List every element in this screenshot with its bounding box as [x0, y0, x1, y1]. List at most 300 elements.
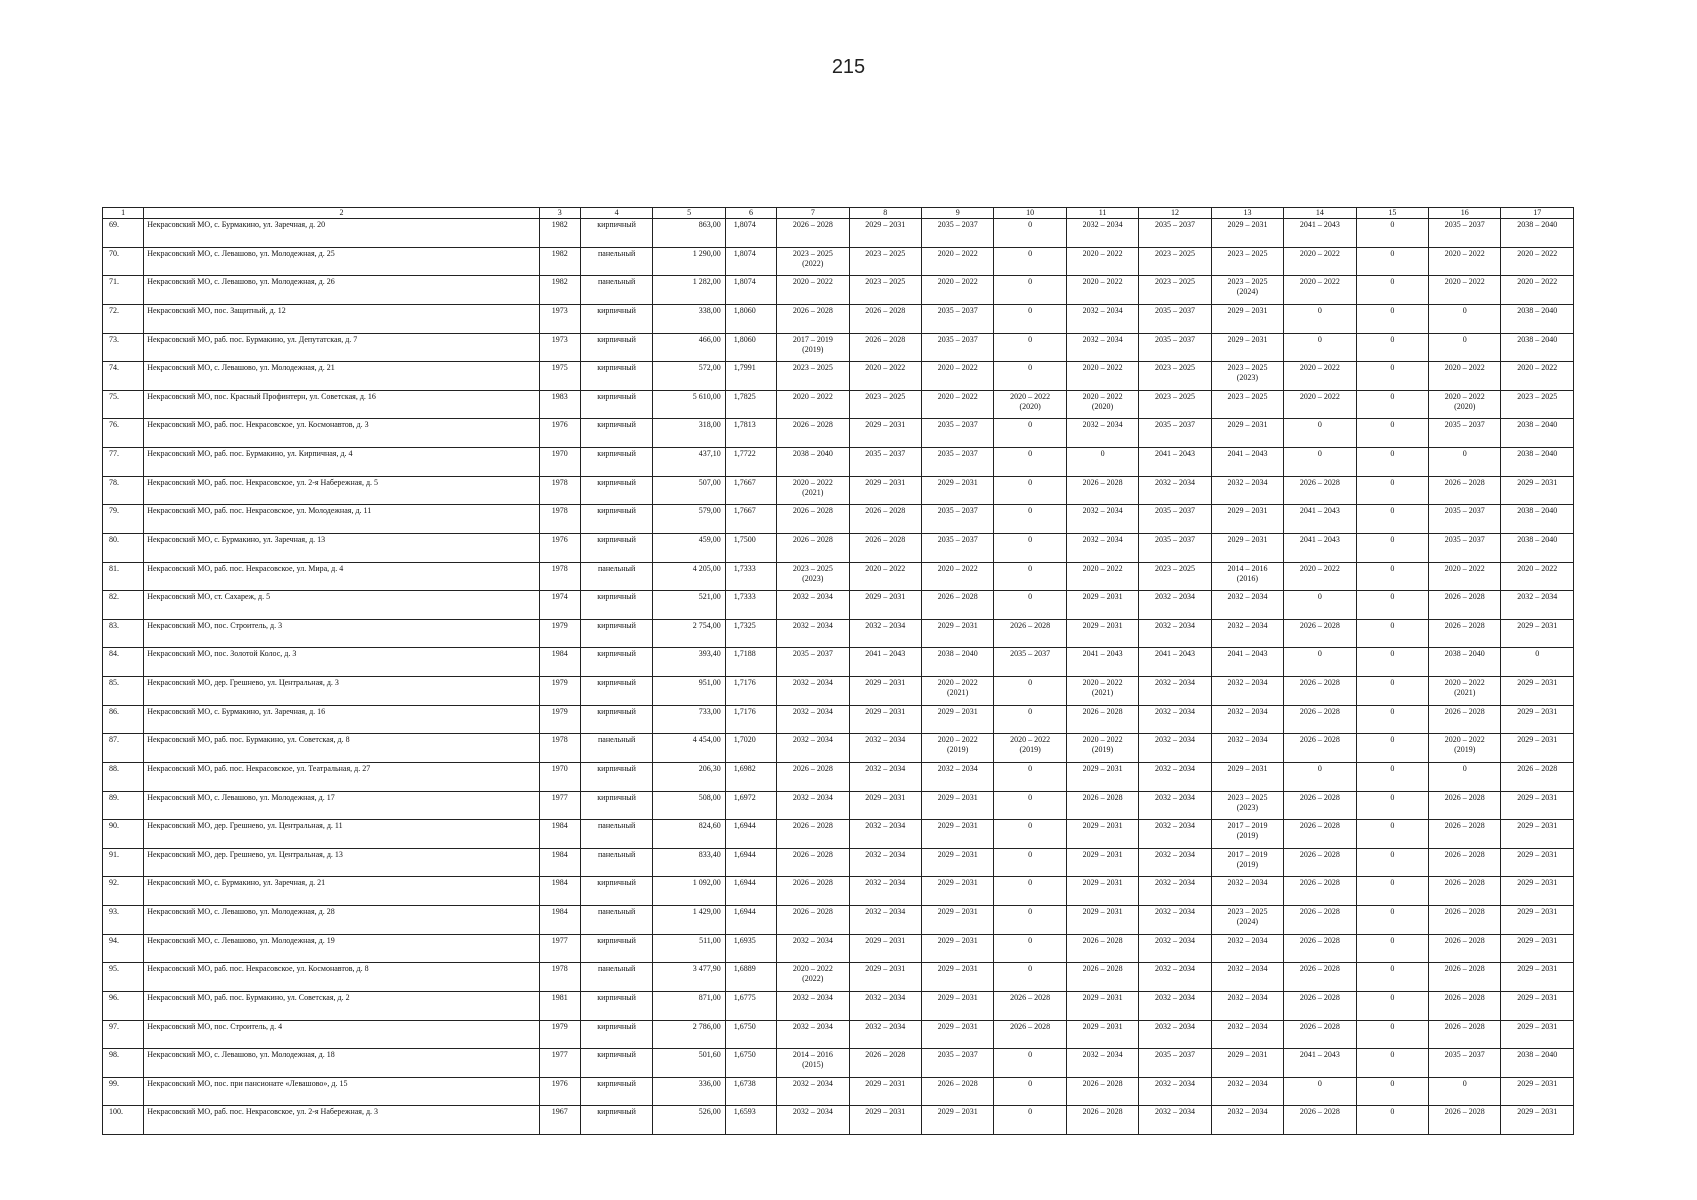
cell-line: (2023) [1236, 802, 1259, 812]
table-cell: 2029 – 2031 [1501, 963, 1574, 992]
table-cell: кирпичный [580, 362, 652, 391]
cell-line: (2019) [1236, 831, 1259, 841]
table-cell: 2032 – 2034 [1139, 991, 1211, 1020]
table-cell: 2032 – 2034 [1211, 619, 1283, 648]
table-cell: 1970 [539, 762, 580, 791]
table-cell: 833,40 [653, 848, 725, 877]
table-cell: 2032 – 2034 [1139, 591, 1211, 620]
table-cell: 0 [1356, 1077, 1428, 1106]
table-cell: 2023 – 2025 [1211, 247, 1283, 276]
table-cell: Некрасовский МО, пос. при пансионате «Левашово», д. 15 [144, 1077, 539, 1106]
table-cell: 2035 – 2037 [921, 333, 993, 362]
table-cell: 0 [1356, 591, 1428, 620]
cell-line: (2019) [1454, 745, 1476, 755]
table-row [103, 848, 1574, 877]
table-cell: 0 [1356, 791, 1428, 820]
table-cell: 0 [994, 276, 1066, 305]
cell-line: (2021) [1091, 688, 1114, 697]
table-cell: 2029 – 2031 [1501, 934, 1574, 963]
table-cell: 2032 – 2034 [1139, 1106, 1211, 1135]
table-cell: 73. [103, 333, 144, 362]
table-cell: 0 [1356, 820, 1428, 849]
table-cell: 2035 – 2037 [921, 448, 993, 477]
table-cell: 2032 – 2034 [1211, 476, 1283, 505]
table-cell: 2026 – 2028 [1066, 934, 1138, 963]
table-cell: 1970 [539, 448, 580, 477]
table-cell: 2032 – 2034 [849, 877, 921, 906]
table-cell: кирпичный [580, 934, 652, 963]
table-cell: 2032 – 2034 [849, 991, 921, 1020]
table-cell: 2026 – 2028 [1429, 991, 1501, 1020]
table-cell: 2032 – 2034 [1139, 1077, 1211, 1106]
table-cell: 2032 – 2034 [1211, 877, 1283, 906]
table-cell: 2023 – 2025 [1501, 390, 1574, 419]
table-cell: 2026 – 2028 [1429, 591, 1501, 620]
table-cell: Некрасовский МО, ст. Сахареж, д. 5 [144, 591, 539, 620]
table-cell: 2032 – 2034 [777, 1020, 849, 1049]
cell-line: 2017 – 2019 [792, 334, 833, 344]
table-cell: 2023 – 2025 [1211, 390, 1283, 419]
table-cell: 2035 – 2037 [777, 648, 849, 677]
table-cell: 2029 – 2031 [849, 1077, 921, 1106]
table-cell [777, 562, 849, 591]
table-row [103, 991, 1574, 1020]
table-cell: 2026 – 2028 [1284, 734, 1356, 763]
cell-line: (2019) [1236, 859, 1259, 869]
table-cell: кирпичный [580, 591, 652, 620]
table-cell: 2020 – 2022 [1501, 362, 1574, 391]
table-cell: Некрасовский МО, с. Бурмакино, ул. Заречная, д. 13 [144, 533, 539, 562]
table-cell: 2029 – 2031 [921, 619, 993, 648]
table-cell: 0 [1356, 963, 1428, 992]
table-cell: 2032 – 2034 [1211, 1077, 1283, 1106]
table-cell: 0 [1356, 219, 1428, 248]
table-cell [994, 734, 1066, 763]
table-cell: 88. [103, 762, 144, 791]
table-cell: 2026 – 2028 [1429, 934, 1501, 963]
table-cell: 2032 – 2034 [1139, 762, 1211, 791]
table-cell: 1 290,00 [653, 247, 725, 276]
table-cell: 0 [994, 333, 1066, 362]
table-cell: 0 [1429, 1077, 1501, 1106]
table-cell: Некрасовский МО, дер. Грешнево, ул. Центральная, д. 3 [144, 677, 539, 706]
table-cell: 2020 – 2022 [1429, 247, 1501, 276]
table-cell: 2020 – 2022 [1429, 276, 1501, 305]
table-cell: 83. [103, 619, 144, 648]
cell-line: 2020 – 2022 [1444, 391, 1485, 401]
table-cell: 86. [103, 705, 144, 734]
table-cell: 0 [1356, 1106, 1428, 1135]
cell-line: 2020 – 2022 [937, 678, 978, 687]
table-cell: 2029 – 2031 [921, 476, 993, 505]
cell-line: 2020 – 2022 [1010, 735, 1051, 745]
table-cell: 0 [1356, 705, 1428, 734]
table-cell: 1,8060 [725, 333, 776, 362]
cell-line: 2023 – 2025 [1227, 363, 1268, 373]
table-cell: 76. [103, 419, 144, 448]
table-cell: 2029 – 2031 [849, 791, 921, 820]
table-cell: 77. [103, 448, 144, 477]
table-cell: 100. [103, 1106, 144, 1135]
table-cell: 2023 – 2025 [849, 247, 921, 276]
table-cell: 2026 – 2028 [777, 762, 849, 791]
table-cell: 80. [103, 533, 144, 562]
table-cell: Некрасовский МО, с. Левашово, ул. Молодежная, д. 25 [144, 247, 539, 276]
table-cell: 1,6944 [725, 848, 776, 877]
table-cell: 2035 – 2037 [994, 648, 1066, 677]
table-cell: 0 [1356, 1049, 1428, 1078]
table-cell: 2023 – 2025 [849, 390, 921, 419]
table-cell: 2029 – 2031 [921, 906, 993, 935]
table-cell: 87. [103, 734, 144, 763]
table-cell: 1984 [539, 877, 580, 906]
table-cell: 0 [1356, 734, 1428, 763]
table-cell: 1,6944 [725, 877, 776, 906]
table-cell: 2029 – 2031 [1066, 877, 1138, 906]
table-cell [921, 677, 993, 706]
table-cell: 2026 – 2028 [1066, 476, 1138, 505]
table-cell: 1,6935 [725, 934, 776, 963]
table-cell: 2026 – 2028 [1284, 906, 1356, 935]
table-cell: 0 [1356, 619, 1428, 648]
table-cell: 2038 – 2040 [1429, 648, 1501, 677]
table-cell: 2026 – 2028 [994, 991, 1066, 1020]
table-cell: 2029 – 2031 [921, 848, 993, 877]
table-cell: кирпичный [580, 1106, 652, 1135]
table-cell: 2029 – 2031 [1211, 505, 1283, 534]
table-cell: 0 [994, 877, 1066, 906]
table-cell: панельный [580, 562, 652, 591]
table-cell: 0 [994, 705, 1066, 734]
table-cell: 0 [1429, 333, 1501, 362]
cell-line: (2016) [1236, 573, 1259, 583]
table-cell: 1,7500 [725, 533, 776, 562]
table-cell: кирпичный [580, 533, 652, 562]
table-cell: 2029 – 2031 [849, 591, 921, 620]
cell-line: (2021) [947, 688, 969, 697]
table-cell [1066, 390, 1138, 419]
housing-table-container [102, 207, 1574, 1135]
table-cell: 0 [994, 820, 1066, 849]
table-cell: 2020 – 2022 [1284, 362, 1356, 391]
table-cell: 2029 – 2031 [1501, 1077, 1574, 1106]
table-cell [1211, 906, 1283, 935]
table-cell: Некрасовский МО, раб. пос. Некрасовское, ул. Космонавтов, д. 8 [144, 963, 539, 992]
table-cell: панельный [580, 276, 652, 305]
table-cell: 1979 [539, 677, 580, 706]
table-row [103, 677, 1574, 706]
table-cell: 2032 – 2034 [1139, 476, 1211, 505]
table-cell: 2029 – 2031 [1501, 1020, 1574, 1049]
column-number-10: 10 [994, 208, 1066, 219]
table-cell: 2020 – 2022 [921, 562, 993, 591]
table-cell: 2029 – 2031 [1066, 762, 1138, 791]
table-cell: 0 [1356, 362, 1428, 391]
table-cell: 2032 – 2034 [1139, 677, 1211, 706]
cell-line: (2022) [802, 258, 824, 268]
table-cell: 2035 – 2037 [1139, 1049, 1211, 1078]
table-cell: 2032 – 2034 [849, 762, 921, 791]
table-cell: 2038 – 2040 [1501, 333, 1574, 362]
table-cell: кирпичный [580, 448, 652, 477]
table-cell: 2032 – 2034 [1139, 877, 1211, 906]
table-cell: 2032 – 2034 [1211, 591, 1283, 620]
table-cell: 0 [1356, 877, 1428, 906]
table-cell: 0 [994, 304, 1066, 333]
table-cell: 1978 [539, 476, 580, 505]
table-cell: 2041 – 2043 [849, 648, 921, 677]
table-cell: 2041 – 2043 [1211, 648, 1283, 677]
table-cell: 1978 [539, 562, 580, 591]
table-cell: 72. [103, 304, 144, 333]
table-cell [1211, 276, 1283, 305]
table-cell [994, 390, 1066, 419]
table-cell: 0 [1429, 304, 1501, 333]
table-cell: 2032 – 2034 [1066, 333, 1138, 362]
table-cell: 2029 – 2031 [849, 705, 921, 734]
table-cell: 2029 – 2031 [1501, 848, 1574, 877]
table-cell: 2020 – 2022 [1429, 362, 1501, 391]
cell-line: (2019) [1019, 745, 1041, 755]
table-row [103, 906, 1574, 935]
table-cell: 2032 – 2034 [1139, 906, 1211, 935]
table-cell: кирпичный [580, 877, 652, 906]
table-cell: 2020 – 2022 [849, 362, 921, 391]
table-cell: 2026 – 2028 [777, 906, 849, 935]
table-cell [1211, 562, 1283, 591]
table-cell: 2020 – 2022 [921, 247, 993, 276]
table-cell: 2032 – 2034 [1139, 734, 1211, 763]
table-row [103, 448, 1574, 477]
table-cell: 2026 – 2028 [777, 848, 849, 877]
table-cell: 1974 [539, 591, 580, 620]
cell-line: 2017 – 2019 [1227, 849, 1268, 859]
column-number-5: 5 [653, 208, 725, 219]
table-cell: 2032 – 2034 [849, 619, 921, 648]
table-cell: 2029 – 2031 [849, 677, 921, 706]
table-cell: 2029 – 2031 [849, 476, 921, 505]
table-cell: 2026 – 2028 [1066, 791, 1138, 820]
table-cell: 2032 – 2034 [777, 934, 849, 963]
table-row [103, 705, 1574, 734]
table-cell: 0 [994, 533, 1066, 562]
table-cell: 0 [1356, 390, 1428, 419]
table-cell: 2029 – 2031 [921, 1020, 993, 1049]
table-cell: 1978 [539, 734, 580, 763]
table-cell: 0 [994, 1049, 1066, 1078]
table-cell: 0 [1284, 419, 1356, 448]
table-row [103, 877, 1574, 906]
table-cell: 2038 – 2040 [1501, 219, 1574, 248]
cell-line: 2023 – 2025 [1227, 277, 1268, 287]
table-cell: 1,8060 [725, 304, 776, 333]
table-cell: 2026 – 2028 [1284, 476, 1356, 505]
table-cell: 2029 – 2031 [1501, 877, 1574, 906]
table-cell [1211, 820, 1283, 849]
table-cell: 1977 [539, 791, 580, 820]
table-cell: 0 [994, 591, 1066, 620]
table-cell: 0 [1501, 648, 1574, 677]
table-cell: кирпичный [580, 1077, 652, 1106]
cell-line: 2020 – 2022 [792, 477, 833, 487]
table-cell: 93. [103, 906, 144, 935]
table-cell: 1979 [539, 1020, 580, 1049]
table-cell: 1979 [539, 705, 580, 734]
table-cell: 2026 – 2028 [994, 619, 1066, 648]
table-cell: 2026 – 2028 [1429, 1020, 1501, 1049]
table-cell: панельный [580, 963, 652, 992]
table-cell: 2020 – 2022 [1501, 276, 1574, 305]
table-cell: 2026 – 2028 [1284, 848, 1356, 877]
table-row [103, 562, 1574, 591]
table-cell: 2041 – 2043 [1066, 648, 1138, 677]
table-cell: 0 [1356, 304, 1428, 333]
table-cell: 579,00 [653, 505, 725, 534]
table-cell: 2029 – 2031 [921, 705, 993, 734]
table-cell: 0 [994, 963, 1066, 992]
table-cell: кирпичный [580, 390, 652, 419]
table-cell: 2029 – 2031 [1066, 619, 1138, 648]
table-cell: 0 [1284, 1077, 1356, 1106]
table-cell: 1,8074 [725, 276, 776, 305]
table-cell: 2026 – 2028 [1429, 791, 1501, 820]
table-cell: 2029 – 2031 [1066, 591, 1138, 620]
table-cell: 2029 – 2031 [1501, 791, 1574, 820]
cell-line: 2014 – 2016 [1227, 563, 1268, 573]
table-cell: 2032 – 2034 [849, 906, 921, 935]
table-cell: 2032 – 2034 [1211, 677, 1283, 706]
table-cell: Некрасовский МО, раб. пос. Некрасовское, ул. 2-я Набережная, д. 5 [144, 476, 539, 505]
table-cell [777, 247, 849, 276]
table-cell: 1982 [539, 247, 580, 276]
column-number-11: 11 [1066, 208, 1138, 219]
table-cell: кирпичный [580, 705, 652, 734]
table-cell: 2032 – 2034 [1066, 304, 1138, 333]
table-cell: 2035 – 2037 [921, 505, 993, 534]
table-cell: Некрасовский МО, дер. Грешнево, ул. Центральная, д. 11 [144, 820, 539, 849]
table-cell: Некрасовский МО, с. Бурмакино, ул. Заречная, д. 21 [144, 877, 539, 906]
table-cell: 82. [103, 591, 144, 620]
table-cell: 91. [103, 848, 144, 877]
table-cell [921, 734, 993, 763]
table-cell: 2038 – 2040 [777, 448, 849, 477]
table-cell: 2032 – 2034 [1066, 419, 1138, 448]
table-row [103, 390, 1574, 419]
column-number-6: 6 [725, 208, 776, 219]
table-cell: 0 [1284, 333, 1356, 362]
table-cell: 1,6750 [725, 1020, 776, 1049]
table-cell: 2032 – 2034 [1211, 1106, 1283, 1135]
table-body [103, 219, 1574, 1135]
column-number-12: 12 [1139, 208, 1211, 219]
table-cell: 2032 – 2034 [921, 762, 993, 791]
table-cell: 2032 – 2034 [1139, 619, 1211, 648]
table-cell: Некрасовский МО, пос. Строитель, д. 4 [144, 1020, 539, 1049]
cell-line: 2020 – 2022 [1082, 678, 1123, 687]
table-cell: 2026 – 2028 [1284, 820, 1356, 849]
table-cell: Некрасовский МО, пос. Золотой Колос, д. 3 [144, 648, 539, 677]
table-cell: 98. [103, 1049, 144, 1078]
cell-line: 2020 – 2022 [937, 735, 978, 745]
table-cell: 2020 – 2022 [921, 362, 993, 391]
table-cell: 2035 – 2037 [921, 533, 993, 562]
table-cell: 2026 – 2028 [1429, 820, 1501, 849]
table-cell: 2032 – 2034 [1139, 963, 1211, 992]
table-row [103, 276, 1574, 305]
table-cell [777, 333, 849, 362]
table-cell: 0 [994, 791, 1066, 820]
table-cell: 1,8074 [725, 219, 776, 248]
table-cell: 2035 – 2037 [1139, 219, 1211, 248]
table-cell: 2029 – 2031 [1211, 333, 1283, 362]
table-cell [777, 1049, 849, 1078]
table-cell: 2029 – 2031 [1066, 848, 1138, 877]
table-cell: 0 [1356, 934, 1428, 963]
table-cell: 0 [1356, 906, 1428, 935]
table-cell: 2026 – 2028 [1284, 877, 1356, 906]
table-cell: 2020 – 2022 [921, 390, 993, 419]
table-cell: 2029 – 2031 [1501, 734, 1574, 763]
table-cell: 2026 – 2028 [1284, 791, 1356, 820]
table-cell: 2026 – 2028 [1429, 705, 1501, 734]
cell-line: (2019) [802, 344, 824, 354]
table-cell: панельный [580, 820, 652, 849]
table-cell: 1982 [539, 219, 580, 248]
table-cell: 2029 – 2031 [921, 963, 993, 992]
table-cell: 1984 [539, 848, 580, 877]
column-number-1: 1 [103, 208, 144, 219]
table-cell: 1,6738 [725, 1077, 776, 1106]
table-cell: 99. [103, 1077, 144, 1106]
column-number-7: 7 [777, 208, 849, 219]
table-cell: 0 [1284, 448, 1356, 477]
table-cell: Некрасовский МО, раб. пос. Некрасовское, ул. Мира, д. 4 [144, 562, 539, 591]
cell-line: (2024) [1236, 287, 1259, 297]
table-cell: 2032 – 2034 [849, 734, 921, 763]
table-cell: 2035 – 2037 [1429, 219, 1501, 248]
table-cell: 1,6944 [725, 820, 776, 849]
table-cell: 2020 – 2022 [921, 276, 993, 305]
column-number-4: 4 [580, 208, 652, 219]
cell-line: 2020 – 2022 [1082, 391, 1123, 401]
table-cell: 2026 – 2028 [1429, 963, 1501, 992]
cell-line: (2020) [1454, 401, 1476, 411]
table-cell: 2023 – 2025 [1139, 247, 1211, 276]
table-cell: кирпичный [580, 648, 652, 677]
table-row [103, 219, 1574, 248]
cell-line: (2020) [1019, 401, 1041, 411]
table-cell: 2035 – 2037 [1139, 419, 1211, 448]
table-cell: 2032 – 2034 [1139, 820, 1211, 849]
table-cell: 1,7188 [725, 648, 776, 677]
table-cell: 2029 – 2031 [1211, 533, 1283, 562]
table-cell: 2032 – 2034 [1139, 848, 1211, 877]
table-cell: 2029 – 2031 [1066, 906, 1138, 935]
table-row [103, 1077, 1574, 1106]
table-cell: кирпичный [580, 677, 652, 706]
cell-line: (2019) [1091, 745, 1114, 755]
table-cell: 1,7825 [725, 390, 776, 419]
cell-line: (2020) [1091, 401, 1114, 411]
table-cell: 0 [1066, 448, 1138, 477]
table-cell [1066, 734, 1138, 763]
table-cell: 1976 [539, 533, 580, 562]
table-cell: 97. [103, 1020, 144, 1049]
table-cell: 2029 – 2031 [1501, 820, 1574, 849]
table-cell: 1,8074 [725, 247, 776, 276]
table-cell: кирпичный [580, 419, 652, 448]
table-cell: панельный [580, 848, 652, 877]
